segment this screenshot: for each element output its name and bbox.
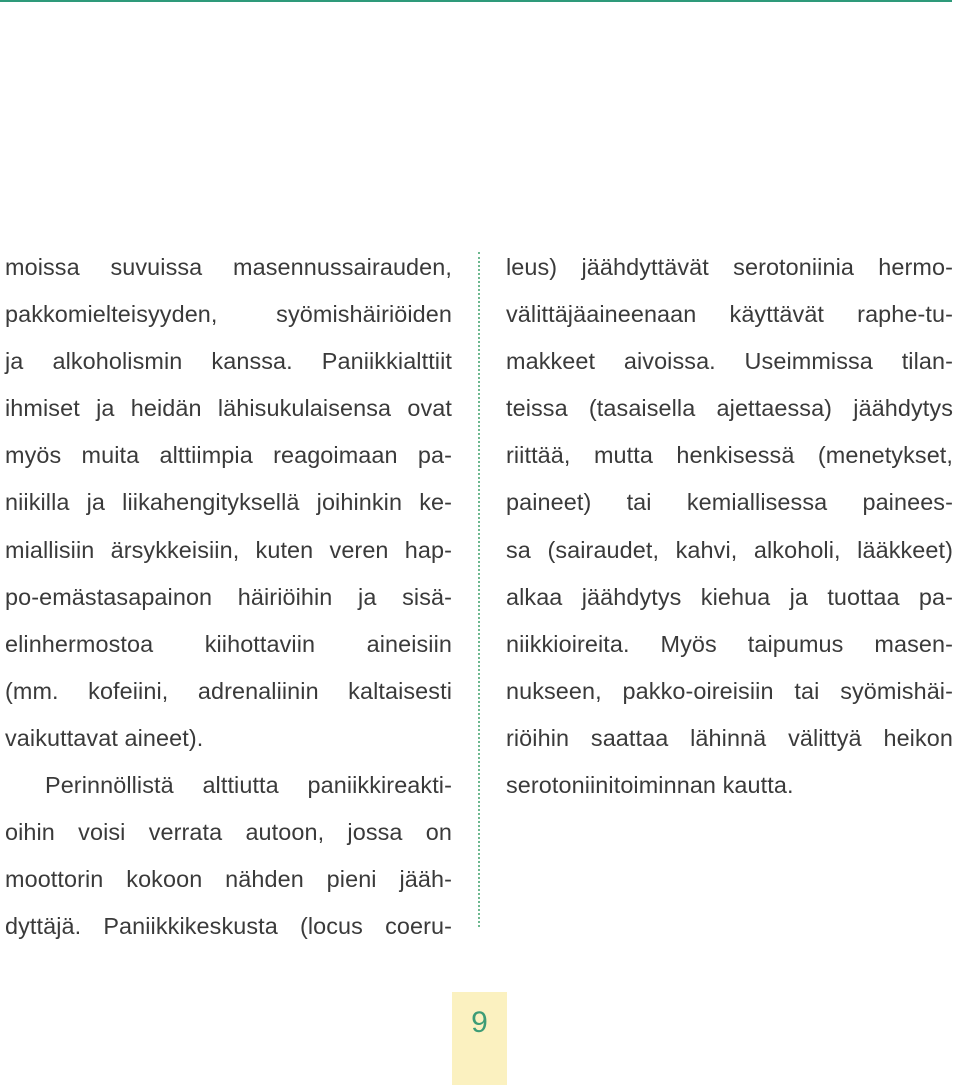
body-line: riittää, mutta henkisessä (menetykset,	[506, 442, 953, 469]
body-line: myös muita alttiimpia reagoimaan pa-	[5, 442, 452, 469]
body-line: miallisiin ärsykkeisiin, kuten veren hap-	[5, 536, 452, 563]
body-line: ihmiset ja heidän lähisukulaisensa ovat	[5, 395, 452, 422]
body-line: niikkioireita. Myös taipumus masen-	[506, 630, 953, 657]
body-line: serotoniinitoiminnan kautta.	[506, 772, 794, 799]
body-line: (mm. kofeiini, adrenaliinin kaltaisesti	[5, 677, 452, 704]
body-line: vaikuttavat aineet).	[5, 724, 204, 751]
body-line: teissa (tasaisella ajettaessa) jäähdytys	[506, 395, 953, 422]
body-line: makkeet aivoissa. Useimmissa tilan-	[506, 348, 953, 375]
body-line: elinhermostoa kiihottaviin aineisiin	[5, 630, 452, 657]
body-line: leus) jäähdyttävät serotoniinia hermo-	[506, 254, 953, 280]
body-line: niikilla ja liikahengityksellä joihinkin ke-	[5, 489, 452, 516]
column-divider	[478, 252, 480, 927]
body-line: dyttäjä. Paniikkikeskusta (locus coeru-	[5, 913, 452, 940]
page-number: 9	[471, 1006, 488, 1039]
body-line: riöihin saattaa lähinnä välittyä heikon	[506, 724, 953, 751]
body-line: ja alkoholismin kanssa. Paniikkialttiit	[5, 348, 452, 375]
body-line: pakkomielteisyyden, syömishäiriöiden	[5, 301, 452, 328]
paragraph-first-line: Perinnöllistä alttiutta paniikkireakti-	[45, 772, 452, 799]
body-line: alkaa jäähdytys kiehua ja tuottaa pa-	[506, 583, 953, 610]
page-number-box	[452, 992, 507, 1085]
body-line: moissa suvuissa masennussairauden,	[5, 254, 452, 280]
left-text-column	[5, 244, 452, 950]
body-line: oihin voisi verrata autoon, jossa on	[5, 819, 452, 846]
body-line: välittäjäaineenaan käyttävät raphe-tu-	[506, 301, 953, 328]
body-line: nukseen, pakko-oireisiin tai syömishäi-	[506, 677, 953, 704]
body-line: po-emästasapainon häiriöihin ja sisä-	[5, 583, 452, 610]
body-line: moottorin kokoon nähden pieni jääh-	[5, 866, 452, 893]
right-text-column	[506, 244, 953, 809]
body-line: paineet) tai kemiallisessa painees-	[506, 489, 953, 516]
body-line: sa (sairaudet, kahvi, alkoholi, lääkkeet)	[506, 536, 953, 563]
top-rule	[0, 0, 952, 2]
